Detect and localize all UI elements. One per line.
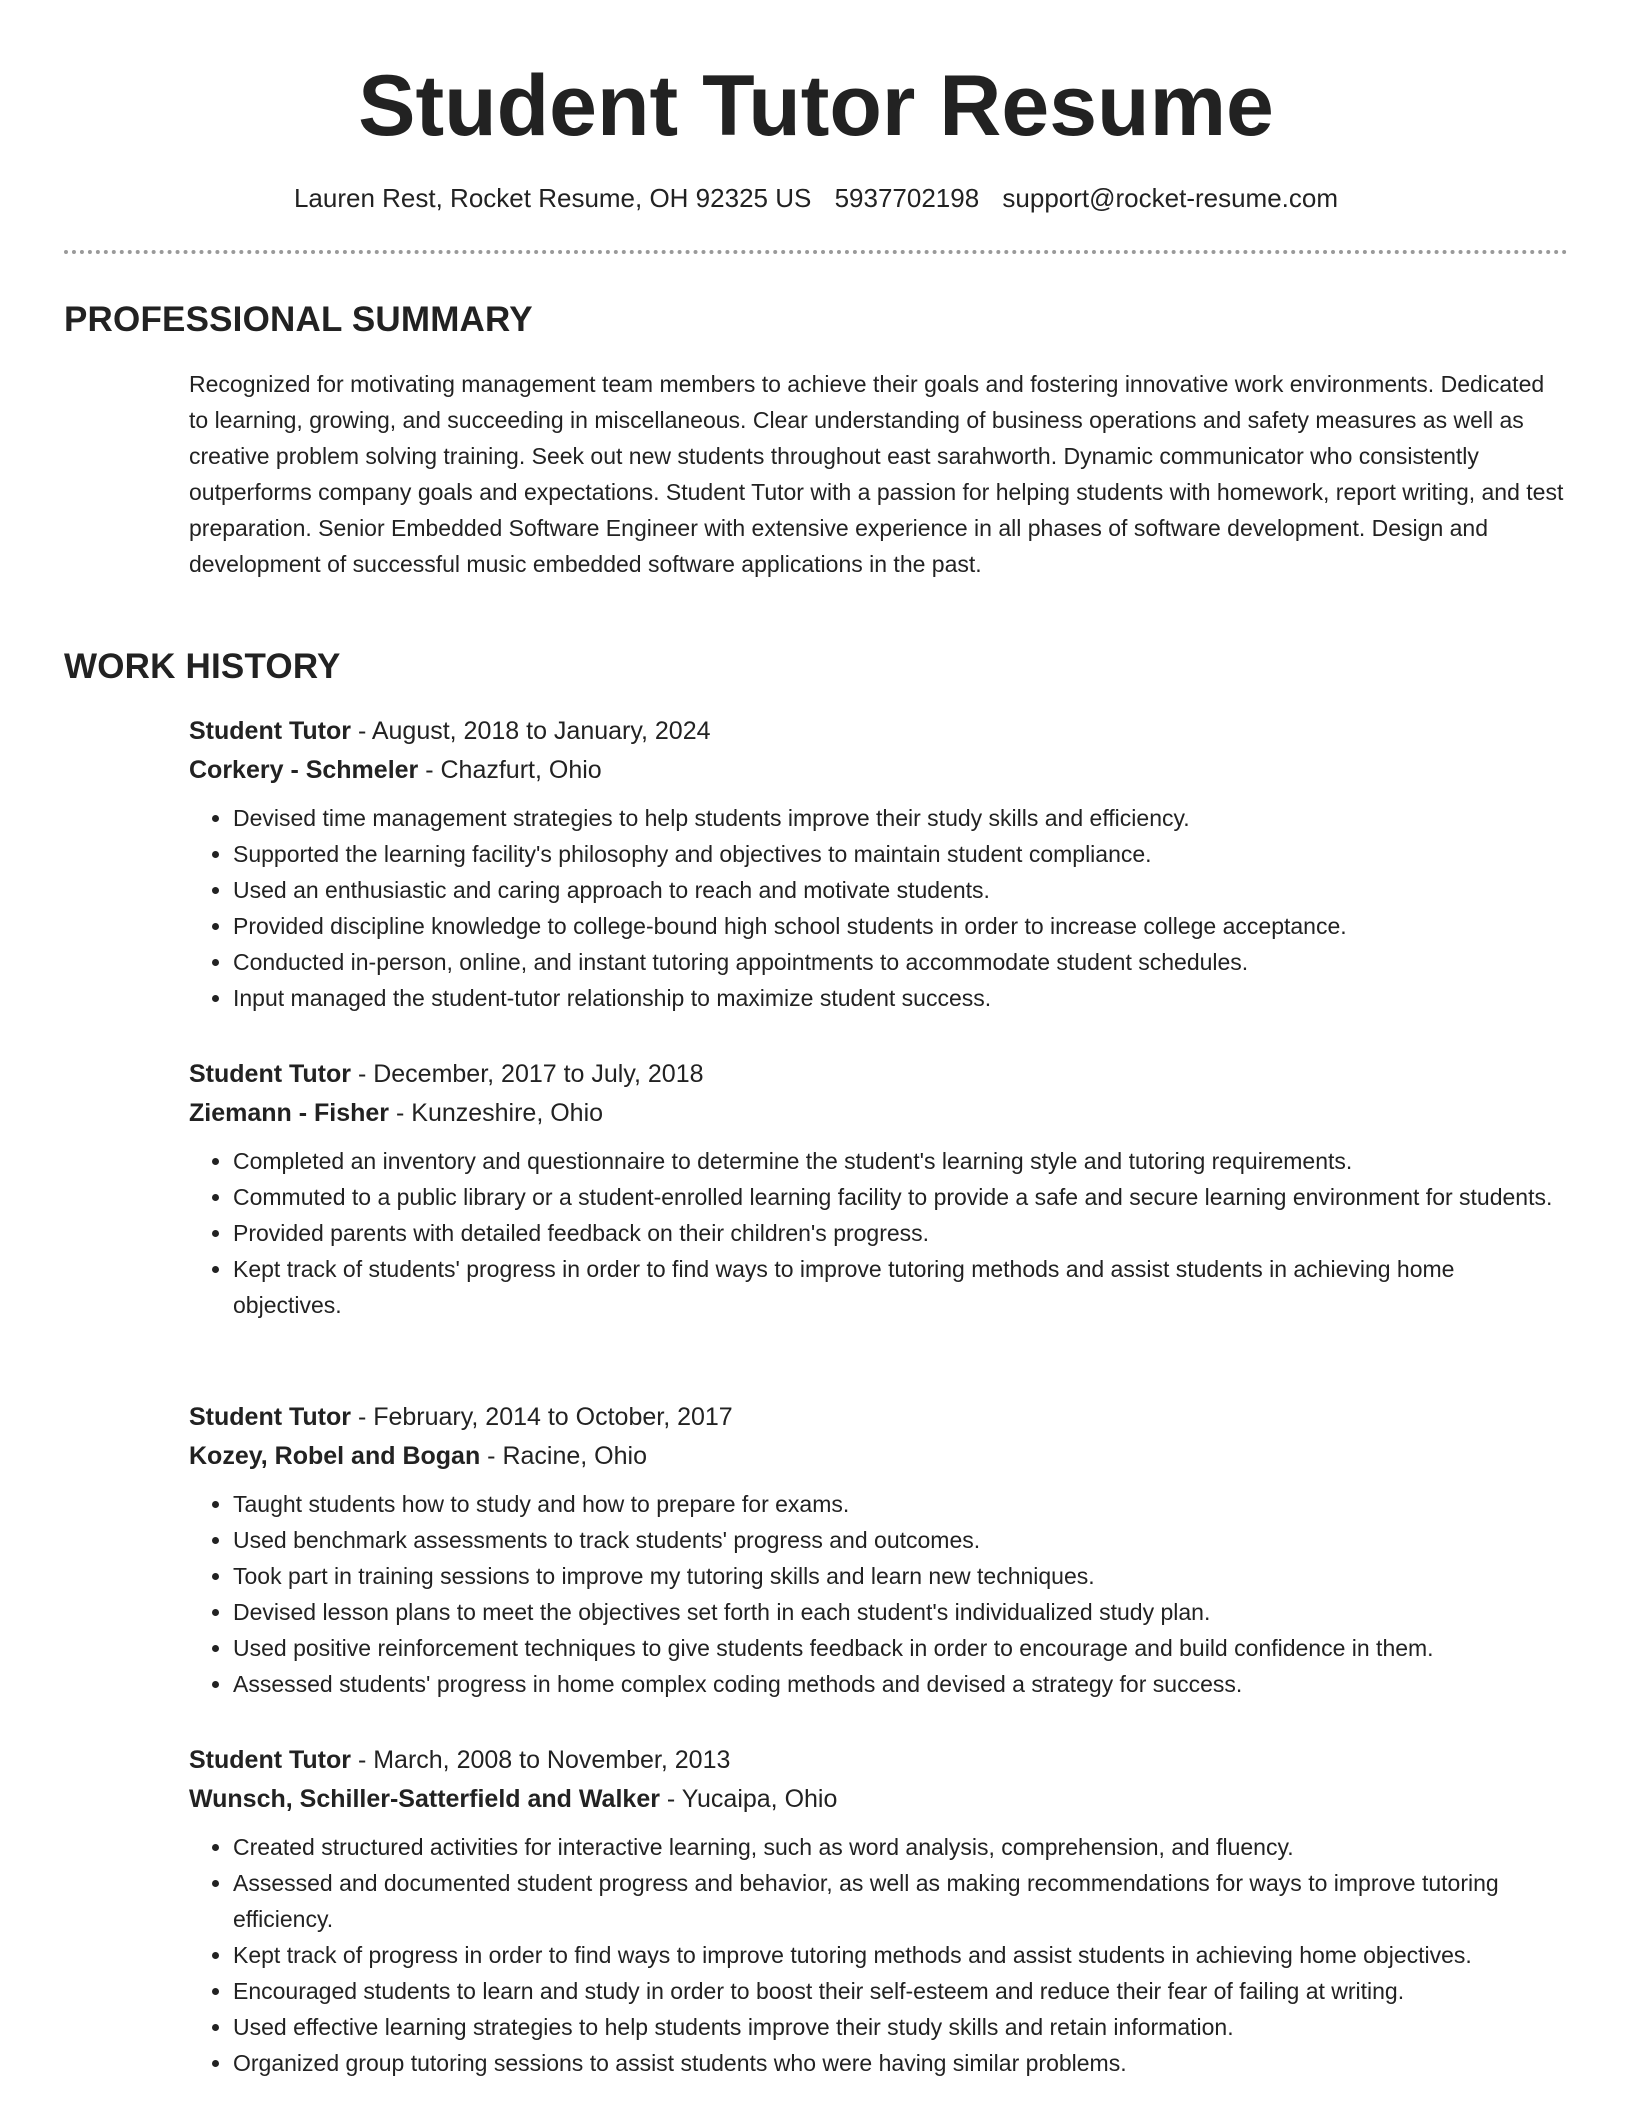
job-bullets <box>189 800 1568 1016</box>
job-title: Student Tutor <box>189 717 351 745</box>
job-location: - Chazfurt, Ohio <box>418 756 602 784</box>
job-dates: - March, 2008 to November, 2013 <box>351 1746 731 1774</box>
job-bullet: • Assessed students' progress in home complex coding methods and devised a strategy for success. <box>233 1666 1568 1702</box>
job-company: Wunsch, Schiller-Satterfield and Walker <box>189 1785 660 1813</box>
job-bullet: • Encouraged students to learn and study in order to boost their self-esteem and reduce their fear of failing at writing. <box>233 1973 1568 2009</box>
job-bullet: • Kept track of progress in order to find ways to improve tutoring methods and assist students in achieving home objectives. <box>233 1937 1568 1973</box>
job-title-line <box>189 1398 1568 1437</box>
job-company-line <box>189 1437 1568 1476</box>
job-bullet: • Devised lesson plans to meet the objectives set forth in each student's individualized study plan. <box>233 1594 1568 1630</box>
job-bullet: • Organized group tutoring sessions to assist students who were having similar problems. <box>233 2045 1568 2081</box>
job-dates: - December, 2017 to July, 2018 <box>351 1060 704 1088</box>
job-bullet: • Supported the learning facility's philosophy and objectives to maintain student compliance. <box>233 836 1568 872</box>
job-bullet: • Provided parents with detailed feedback on their children's progress. <box>233 1215 1568 1251</box>
job-location: - Kunzeshire, Ohio <box>389 1099 604 1127</box>
job-title-line <box>189 1741 1568 1780</box>
contact-email: support@rocket-resume.com <box>1002 183 1339 213</box>
job-location: - Racine, Ohio <box>480 1442 647 1470</box>
job-title: Student Tutor <box>189 1060 351 1088</box>
page-title: Student Tutor Resume <box>358 58 1274 154</box>
job-bullet: • Created structured activities for interactive learning, such as word analysis, comprehension, and fluency. <box>233 1829 1568 1865</box>
job-entry <box>189 1055 1568 1323</box>
job-bullet: • Assessed and documented student progress and behavior, as well as making recommendations for ways to improve tutoring efficiency. <box>233 1865 1568 1937</box>
job-entry <box>189 1398 1568 1702</box>
job-company: Ziemann - Fisher <box>189 1099 390 1127</box>
header-divider <box>64 250 1568 254</box>
job-bullet: • Completed an inventory and questionnaire to determine the student's learning style and tutoring requirements. <box>233 1143 1568 1179</box>
job-bullet: • Provided discipline knowledge to college-bound high school students in order to increase college acceptance. <box>233 908 1568 944</box>
job-entry <box>189 1741 1568 2081</box>
job-bullet: • Conducted in-person, online, and instant tutoring appointments to accommodate student schedules. <box>233 944 1568 980</box>
contact-line <box>0 180 1632 216</box>
job-bullet: • Devised time management strategies to help students improve their study skills and efficiency. <box>233 800 1568 836</box>
contact-phone: 5937702198 <box>834 183 980 213</box>
job-bullet: • Used positive reinforcement techniques to give students feedback in order to encourage and build confidence in them. <box>233 1630 1568 1666</box>
summary-text: Recognized for motivating management team members to achieve their goals and fostering innovative work environments. Dedicated to learning, growing, and succeeding in miscellaneous. Clear understanding of business operations and safety measures as well as creative problem solving training. Seek out new students throughout east sarahworth. Dynamic communicator who consistently outperforms company goals and expectations. Student Tutor with a passion for helping students with homework, report writing, and test preparation. Senior Embedded Software Engineer with extensive experience in all phases of software development. Design and development of successful music embedded software applications in the past. <box>189 371 1564 577</box>
job-dates: - August, 2018 to January, 2024 <box>351 717 711 745</box>
job-company-line <box>189 751 1568 790</box>
job-title: Student Tutor <box>189 1403 351 1431</box>
job-company-line <box>189 1780 1568 1819</box>
job-bullet: • Input managed the student-tutor relationship to maximize student success. <box>233 980 1568 1016</box>
job-title-line <box>189 712 1568 751</box>
job-dates: - February, 2014 to October, 2017 <box>351 1403 733 1431</box>
job-bullet: • Commuted to a public library or a student-enrolled learning facility to provide a safe and secure learning environment for students. <box>233 1179 1568 1215</box>
job-bullet: • Took part in training sessions to improve my tutoring skills and learn new techniques. <box>233 1558 1568 1594</box>
job-company: Corkery - Schmeler <box>189 756 419 784</box>
job-bullets <box>189 1486 1568 1702</box>
job-bullet: • Kept track of students' progress in order to find ways to improve tutoring methods and assist students in achieving home objectives. <box>233 1251 1568 1323</box>
job-location: - Yucaipa, Ohio <box>659 1785 838 1813</box>
job-bullet: • Used benchmark assessments to track students' progress and outcomes. <box>233 1522 1568 1558</box>
job-company: Kozey, Robel and Bogan <box>189 1442 481 1470</box>
summary-heading: PROFESSIONAL SUMMARY <box>64 300 533 339</box>
job-bullets <box>189 1829 1568 2081</box>
job-bullet: • Used effective learning strategies to help students improve their study skills and retain information. <box>233 2009 1568 2045</box>
contact-address: Lauren Rest, Rocket Resume, OH 92325 US <box>293 183 812 213</box>
job-bullet: • Taught students how to study and how to prepare for exams. <box>233 1486 1568 1522</box>
work-history-heading: WORK HISTORY <box>64 647 341 686</box>
job-title: Student Tutor <box>189 1746 351 1774</box>
job-bullet: • Used an enthusiastic and caring approach to reach and motivate students. <box>233 872 1568 908</box>
job-entry <box>189 712 1568 1016</box>
job-title-line <box>189 1055 1568 1094</box>
job-company-line <box>189 1094 1568 1133</box>
job-bullets <box>189 1143 1568 1323</box>
